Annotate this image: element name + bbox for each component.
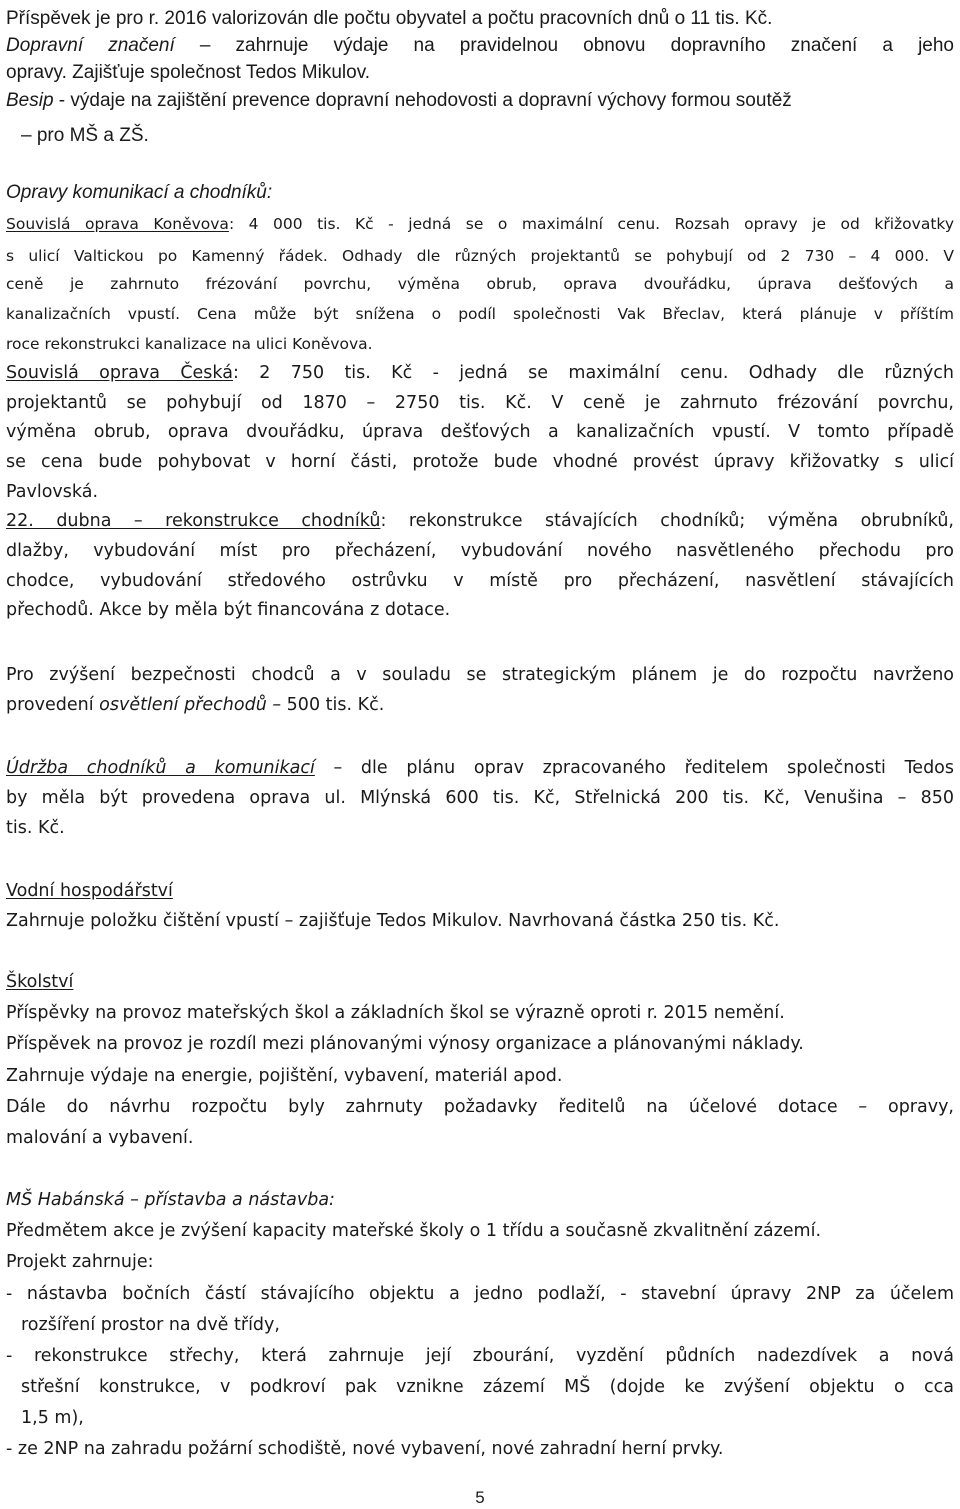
text-line: malování a vybavení. xyxy=(6,1128,194,1148)
text-line: projektantů se pohybují od 1870 – 2750 tis. Kč. V ceně je zahrnuto frézování povrchu, xyxy=(6,393,954,413)
text-line: Zahrnuje položku čištění vpustí – zajišťuje Tedos Mikulov. Navrhovaná částka 250 tis. Kč. xyxy=(6,911,780,931)
text-line: Příspěvek na provoz je rozdíl mezi plánovanými výnosy organizace a plánovanými náklady. xyxy=(6,1034,804,1054)
text-line: dlažby, vybudování míst pro přecházení, vybudování nového nasvětleného přechodu pro xyxy=(6,541,954,561)
text-line: Dále do návrhu rozpočtu byly zahrnuty požadavky ředitelů na účelové dotace – opravy, xyxy=(6,1097,954,1117)
text-line: Předmětem akce je zvýšení kapacity mateřské školy o 1 třídu a současně zkvalitnění zázemí. xyxy=(6,1221,822,1241)
text-line: tis. Kč. xyxy=(6,818,65,838)
text-line: Příspěvek je pro r. 2016 valorizován dle počtu obyvatel a počtu pracovních dnů o 11 tis. Kč. xyxy=(6,8,773,29)
text-line: provedení osvětlení přechodů – 500 tis. Kč. xyxy=(6,695,385,715)
section-heading: Školství xyxy=(6,972,74,992)
text-line: – pro MŠ a ZŠ. xyxy=(21,125,149,146)
text-line: Souvislá oprava Česká: 2 750 tis. Kč - jedná se maximální cenu. Odhady dle různých xyxy=(6,363,954,383)
list-item-continuation: střešní konstrukce, v podkroví pak vznikne zázemí MŠ (dojde ke zvýšení objektu o cca xyxy=(21,1377,954,1397)
list-item: - rekonstrukce střechy, která zahrnuje její zbourání, vyzdění půdních nadezdívek a nová xyxy=(6,1346,954,1366)
text-line: roce rekonstrukci kanalizace na ulici Koněvova. xyxy=(6,335,373,353)
text-line: přechodů. Akce by měla být financována z dotace. xyxy=(6,600,451,620)
section-heading: Vodní hospodářství xyxy=(6,881,173,901)
text-line: Projekt zahrnuje: xyxy=(6,1252,154,1272)
text-line: 22. dubna – rekonstrukce chodníků: rekonstrukce stávajících chodníků; výměna obrubníků, xyxy=(6,511,954,531)
section-heading: MŠ Habánská – přístavba a nástavba: xyxy=(6,1190,335,1210)
list-item: - ze 2NP na zahradu požární schodiště, nové vybavení, nové zahradní herní prvky. xyxy=(6,1439,724,1459)
list-item-continuation: rozšíření prostor na dvě třídy, xyxy=(21,1315,280,1335)
page-number: 5 xyxy=(475,1488,485,1507)
text-line: opravy. Zajišťuje společnost Tedos Mikulov. xyxy=(6,62,371,83)
text-line: kanalizačních vpustí. Cena může být snížena o podíl společnosti Vak Břeclav, která plánuje v příštím xyxy=(6,305,954,323)
text-line: Zahrnuje výdaje na energie, pojištění, vybavení, materiál apod. xyxy=(6,1066,563,1086)
text-line: chodce, vybudování středového ostrůvku v místě pro přecházení, nasvětlení stávajících xyxy=(6,571,954,591)
text-line: Dopravní značení – zahrnuje výdaje na pravidelnou obnovu dopravního značení a jeho xyxy=(6,35,954,56)
text-line: Příspěvky na provoz mateřských škol a základních škol se výrazně oproti r. 2015 nemění. xyxy=(6,1003,785,1023)
text-line: by měla být provedena oprava ul. Mlýnská 600 tis. Kč, Střelnická 200 tis. Kč, Venušina – 850 xyxy=(6,788,954,808)
list-item-continuation: 1,5 m), xyxy=(21,1408,84,1428)
text-line: se cena bude pohybovat v horní části, protože bude vhodné provést úpravy křižovatky s ulicí xyxy=(6,452,954,472)
text-line: ceně je zahrnuto frézování povrchu, výměna obrub, oprava dvouřádku, úprava dešťových a xyxy=(6,275,954,293)
text-line: s ulicí Valtickou po Kamenný řádek. Odhady dle různých projektantů se pohybují od 2 730 – 4 000. V xyxy=(6,247,954,265)
text-line: Pavlovská. xyxy=(6,482,99,502)
text-line: výměna obrub, oprava dvouřádku, úprava dešťových a kanalizačních vpustí. V tomto případě xyxy=(6,422,954,442)
section-heading: Opravy komunikací a chodníků: xyxy=(6,182,273,203)
text-line: Souvislá oprava Koněvova: 4 000 tis. Kč - jedná se o maximální cenu. Rozsah opravy je od křižovatky xyxy=(6,215,954,233)
text-line: Besip - výdaje na zajištění prevence dopravní nehodovosti a dopravní výchovy formou soutěž xyxy=(6,90,792,111)
text-line: Údržba chodníků a komunikací – dle plánu oprav zpracovaného ředitelem společnosti Tedos xyxy=(6,758,954,778)
text-line: Pro zvýšení bezpečnosti chodců a v souladu se strategickým plánem je do rozpočtu navrženo xyxy=(6,665,954,685)
list-item: - nástavba bočních částí stávajícího objektu a jedno podlaží, - stavební úpravy 2NP za účelem xyxy=(6,1284,954,1304)
